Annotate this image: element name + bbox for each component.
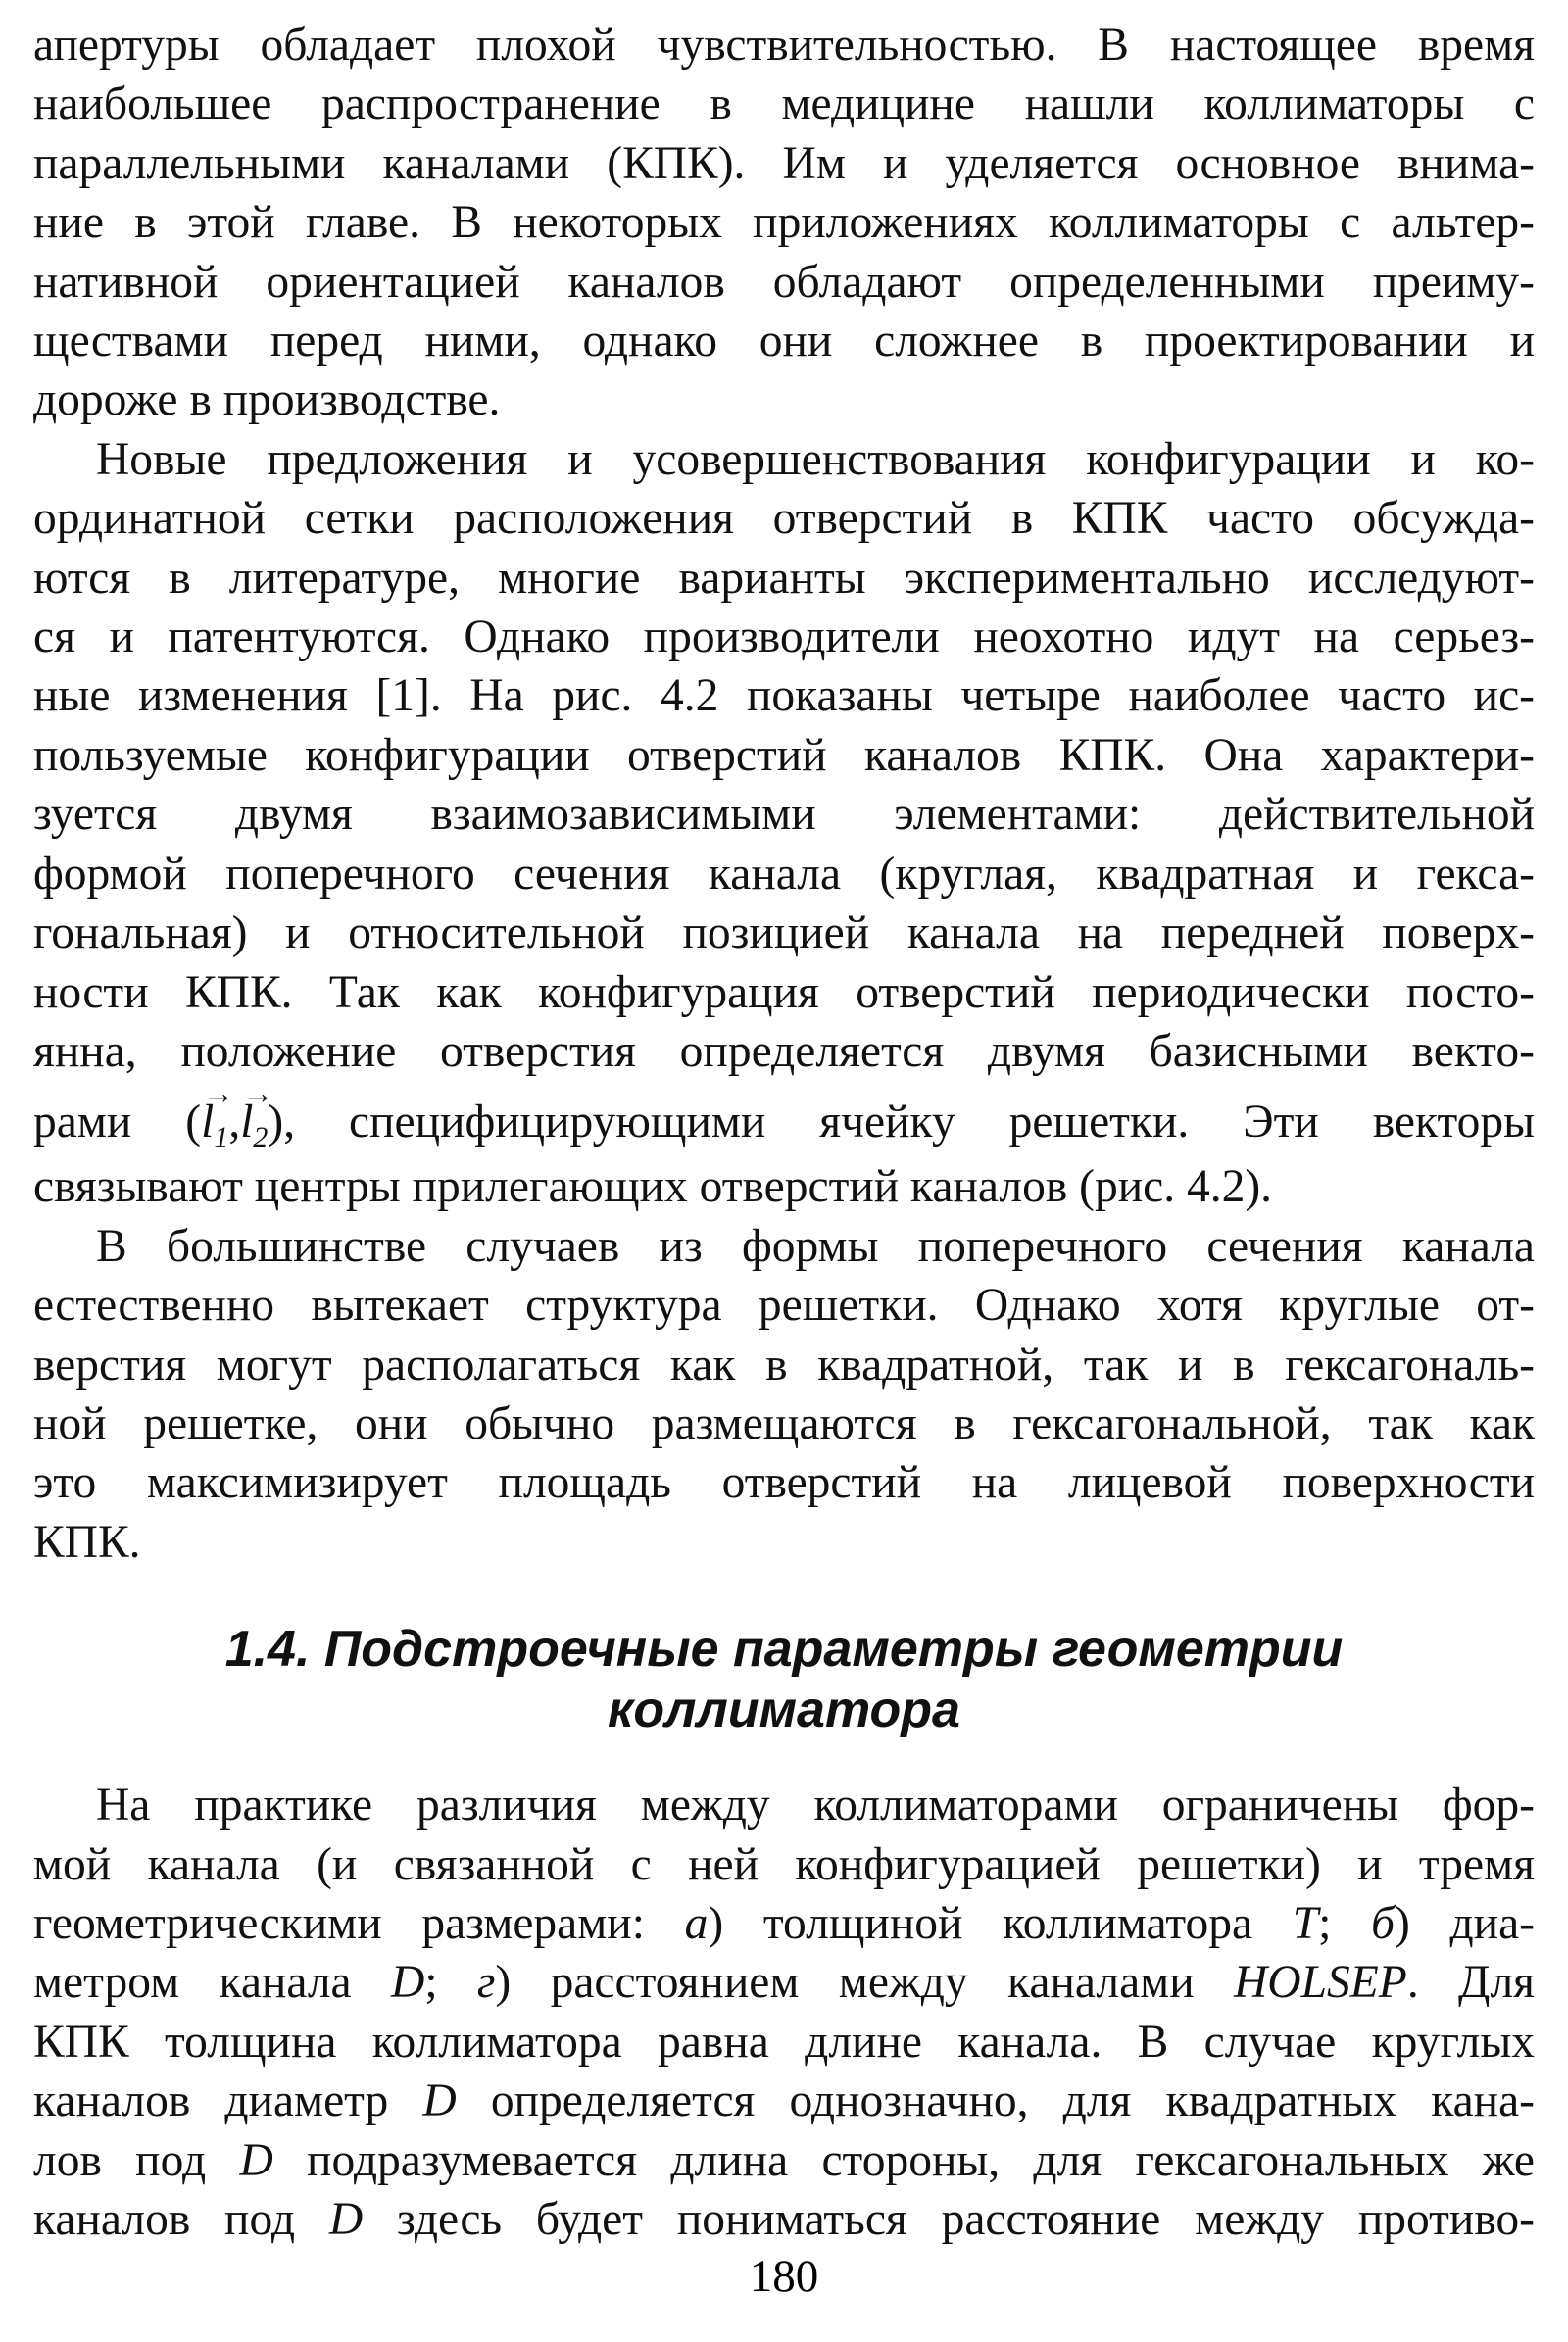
var-HOLSEP: HOLSEP [1234,1957,1407,2009]
text-fragment: ) диа- [1394,1897,1535,1949]
var-D: D [328,2194,364,2245]
subscript-2: 2 [253,1121,269,1154]
text-line: зуется двумя взаимозависимыми элементами: действительной [33,789,1535,841]
text-line: верстия могут располагаться как в квадратной, так и в гексагональ- [33,1339,1535,1391]
text-line [33,1953,1535,2012]
text-fragment: подразумевается длина стороны, для гексагональных же [272,2134,1536,2186]
text-fragment: ; [1318,1897,1372,1949]
text-line: ной решетке, они обычно размещаются в гексагональной, так как [33,1397,1535,1449]
text-fragment: ) расстоянием между каналами [495,1957,1234,2009]
var-T: T [1292,1897,1319,1949]
text-line: параллельными каналами (КПК). Им и уделяется основное внима- [33,137,1535,189]
text-line: ются в литературе, многие варианты экспериментально исследуют- [33,552,1535,604]
heading-line-2: коллиматора [608,1682,960,1739]
text-fragment: ; [424,1957,477,2009]
text-line: естественно вытекает структура решетки. Однако хотя круглые от- [33,1280,1535,1332]
text-line: ществами перед ними, однако они сложнее в проектировании и [33,316,1535,367]
text-line: связывают центры прилегающих отверстий каналов (рис. 4.2). [33,1161,1273,1213]
text-line: ординатной сетки расположения отверстий в КПК часто обсужда- [33,493,1535,545]
vector-l1 [201,1087,228,1157]
text-line: это максимизирует площадь отверстий на лицевой поверхности [33,1457,1535,1509]
text-line [33,2072,1535,2130]
text-line: апертуры обладает плохой чувствительностью. В настоящее время [33,20,1535,71]
text-fragment: определяется однозначно, для квадратных кана- [456,2075,1535,2127]
vector-symbol: l [201,1097,215,1148]
var-D: D [239,2134,273,2186]
heading-line-1: 1.4. Подстроечные параметры геометрии [224,1621,1344,1679]
text-line: ности КПК. Так как конфигурация отверстий периодически посто- [33,966,1535,1018]
text-line: гональная) и относительной позицией канала на передней поверх- [33,907,1535,959]
formula-line: рами (→ $l_1,\to l_2$), специфицирующими ячейку решетки. Эти векторы [33,1081,1535,1157]
text-fragment: каналов под [33,2194,329,2245]
subscript-1: 1 [214,1121,229,1154]
text-fragment: каналов диаметр [33,2075,423,2127]
text-line: ные изменения [1]. На рис. 4.2 показаны четыре наиболее часто ис- [33,670,1535,722]
section-heading [33,1619,1535,1740]
text-line: пользуемые конфигурации отверстий каналов КПК. Она характери- [33,729,1535,781]
vector-symbol: l [240,1097,254,1148]
text-fragment: метром канала [33,1957,391,2009]
text-fragment: рами ( [33,1097,202,1148]
text-line: В большинстве случаев из формы поперечного сечения канала [96,1220,1535,1272]
text-line: КПК. [33,1516,141,1568]
vector-l2 [240,1087,268,1157]
text-line: КПК толщина коллиматора равна длине канала. В случае круглых [33,2016,1535,2068]
item-b: б [1371,1897,1395,1949]
text-fragment: лов под [33,2134,240,2186]
text-line [33,2131,1535,2190]
paragraph-3 [33,1217,1535,1572]
text-fragment: геометрическими размерами: [33,1897,685,1949]
text-line: наибольшее распространение в медицине нашли коллиматоры с [33,78,1535,130]
text-line: ние в этой главе. В некоторых приложениях коллиматоры с альтер- [33,197,1535,249]
text-line [33,1894,1535,1953]
page-number: 180 [749,2251,819,2302]
paragraph-1 [33,16,1535,430]
text-fragment: здесь будет пониматься расстояние между противо- [363,2194,1535,2245]
text-line: мой канала (и связанной с ней конфигурацией решетки) и тремя [33,1838,1535,1890]
text-line [33,2190,1535,2249]
item-a: а [684,1897,709,1949]
text-line: янна, положение отверстия определяется двумя базисными векто- [33,1025,1535,1077]
text-line: нативной ориентацией каналов обладают определенными преиму- [33,256,1535,308]
text-fragment: . Для [1406,1957,1535,2009]
text-fragment: ) толщиной коллиматора [708,1897,1293,1949]
var-D: D [422,2075,457,2127]
var-D: D [391,1957,425,2009]
text-fragment: ), специфицирующими ячейку решетки. Эти векторы [268,1097,1535,1148]
paragraph-2 [33,430,1535,1217]
text-line: ся и патентуются. Однако производители неохотно идут на серьез- [33,611,1535,663]
paragraph-4 [33,1776,1535,2249]
text-line: Новые предложения и усовершенствования конфигурации и ко- [96,433,1535,485]
text-line: формой поперечного сечения канала (круглая, квадратная и гекса- [33,848,1535,900]
item-g: г [476,1957,496,2009]
text-line: дороже в производстве. [33,374,501,426]
text-line: На практике различия между коллиматорами ограничены фор- [96,1780,1535,1831]
